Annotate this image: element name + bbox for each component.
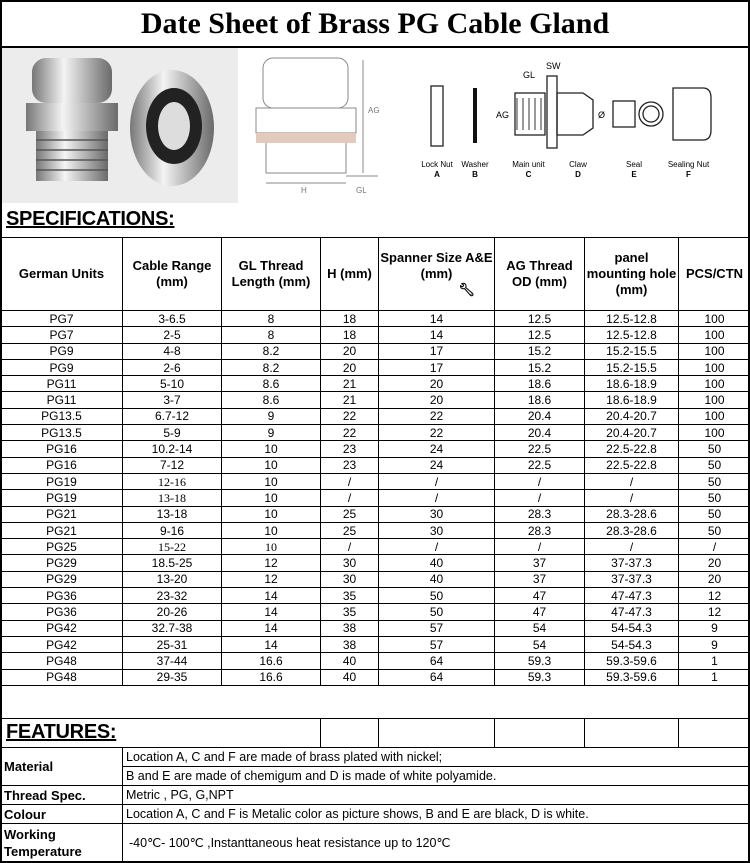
table-row: [1, 408, 750, 424]
blank-cell: [321, 719, 379, 748]
cell-cable-range: 25-31: [123, 636, 222, 652]
table-row: [1, 425, 750, 441]
cell-ag-thread: /: [495, 490, 585, 506]
cell-cable-range: 7-12: [123, 457, 222, 473]
cell-cable-range: 18.5-25: [123, 555, 222, 571]
cell-panel-hole: 12.5-12.8: [585, 327, 679, 343]
cell-spanner-size: /: [379, 539, 495, 555]
cell-gl-thread: 10: [222, 441, 321, 457]
cell-german-unit: PG48: [1, 653, 123, 669]
cell-ag-thread: 47: [495, 604, 585, 620]
cell-gl-thread: 8: [222, 327, 321, 343]
cell-panel-hole: /: [585, 490, 679, 506]
exploded-parts-diagram: [403, 48, 748, 206]
cell-ag-thread: 47: [495, 588, 585, 604]
cell-pcs-ctn: 100: [679, 311, 750, 327]
cell-german-unit: PG16: [1, 441, 123, 457]
gland-outline-icon: [238, 48, 403, 203]
cell-spanner-size: 14: [379, 311, 495, 327]
cell-cable-range: 29-35: [123, 669, 222, 685]
cell-pcs-ctn: 50: [679, 490, 750, 506]
part-letter: D: [575, 170, 581, 179]
part-f: [661, 160, 716, 180]
blank-cell: [379, 719, 495, 748]
ag-label: AG: [368, 106, 380, 115]
cell-german-unit: PG29: [1, 571, 123, 587]
cell-ag-thread: 20.4: [495, 408, 585, 424]
cell-spanner-size: 17: [379, 359, 495, 375]
ag-dim-label: AG: [496, 110, 510, 120]
cell-h: 30: [321, 571, 379, 587]
table-row: [1, 653, 750, 669]
cell-cable-range: 37-44: [123, 653, 222, 669]
cell-german-unit: PG16: [1, 457, 123, 473]
blank-cell: [495, 719, 585, 748]
cell-cable-range: 20-26: [123, 604, 222, 620]
diameter-label: Ø: [598, 110, 606, 120]
cell-german-unit: PG48: [1, 669, 123, 685]
table-row: [1, 636, 750, 652]
part-d: [558, 160, 598, 180]
cell-spanner-size: 24: [379, 457, 495, 473]
table-row: [1, 620, 750, 636]
cell-pcs-ctn: 9: [679, 636, 750, 652]
cell-ag-thread: 59.3: [495, 669, 585, 685]
cell-ag-thread: 22.5: [495, 441, 585, 457]
cell-gl-thread: 12: [222, 555, 321, 571]
part-letter: E: [631, 170, 637, 179]
cell-pcs-ctn: 20: [679, 571, 750, 587]
cell-panel-hole: 59.3-59.6: [585, 669, 679, 685]
cell-panel-hole: 54-54.3: [585, 620, 679, 636]
cell-spanner-size: 64: [379, 669, 495, 685]
cell-ag-thread: /: [495, 539, 585, 555]
table-row: [1, 490, 750, 506]
cell-pcs-ctn: 50: [679, 473, 750, 489]
cell-h: 23: [321, 441, 379, 457]
cell-spanner-size: 24: [379, 441, 495, 457]
cell-h: 38: [321, 636, 379, 652]
features-heading: FEATURES:: [6, 721, 117, 743]
cell-pcs-ctn: 100: [679, 359, 750, 375]
cell-panel-hole: 28.3-28.6: [585, 522, 679, 538]
cell-ag-thread: 22.5: [495, 457, 585, 473]
sw-dim-label: SW: [546, 61, 561, 71]
cell-spanner-size: 17: [379, 343, 495, 359]
thread-value: Metric , PG, G,NPT: [123, 786, 750, 805]
cell-cable-range: 13-20: [123, 571, 222, 587]
cell-gl-thread: 16.6: [222, 669, 321, 685]
cell-h: 25: [321, 506, 379, 522]
feature-row-temperature: [1, 824, 750, 862]
page-title: Date Sheet of Brass PG Cable Gland: [0, 0, 750, 48]
cell-gl-thread: 9: [222, 408, 321, 424]
cell-german-unit: PG7: [1, 311, 123, 327]
cell-panel-hole: 54-54.3: [585, 636, 679, 652]
cell-gl-thread: 14: [222, 620, 321, 636]
cell-cable-range: 13-18: [123, 506, 222, 522]
blank-cell: [679, 719, 750, 748]
cell-spanner-size: 22: [379, 425, 495, 441]
cell-german-unit: PG36: [1, 604, 123, 620]
table-row: [1, 539, 750, 555]
product-photo: [2, 48, 238, 203]
cell-german-unit: PG7: [1, 327, 123, 343]
colour-value: Location A, C and F is Metalic color as picture shows, B and E are black, D is white.: [123, 805, 750, 824]
part-e: [614, 160, 654, 180]
cell-spanner-size: 40: [379, 571, 495, 587]
cell-ag-thread: 15.2: [495, 359, 585, 375]
part-name: Claw: [569, 160, 587, 169]
cell-cable-range: 5-9: [123, 425, 222, 441]
cell-german-unit: PG36: [1, 588, 123, 604]
cell-panel-hole: 20.4-20.7: [585, 408, 679, 424]
cell-h: 18: [321, 311, 379, 327]
cell-h: 30: [321, 555, 379, 571]
temperature-label: Working Temperature: [1, 824, 123, 862]
cell-ag-thread: 37: [495, 555, 585, 571]
cell-panel-hole: 59.3-59.6: [585, 653, 679, 669]
part-b: [455, 160, 495, 180]
table-row: [1, 473, 750, 489]
cell-german-unit: PG21: [1, 506, 123, 522]
cell-ag-thread: 28.3: [495, 522, 585, 538]
table-row: [1, 522, 750, 538]
cell-spanner-size: 64: [379, 653, 495, 669]
cell-panel-hole: 22.5-22.8: [585, 441, 679, 457]
col-panel-hole: panel mounting hole (mm): [585, 238, 679, 311]
col-gl-thread: GL Thread Length (mm): [222, 238, 321, 311]
cell-cable-range: 2-6: [123, 359, 222, 375]
features-table: [0, 747, 750, 862]
cell-gl-thread: 14: [222, 588, 321, 604]
cell-spanner-size: 20: [379, 392, 495, 408]
cell-german-unit: PG29: [1, 555, 123, 571]
part-name: Lock Nut: [421, 160, 453, 169]
cell-german-unit: PG13.5: [1, 408, 123, 424]
col-german-units: German Units: [1, 238, 123, 311]
cell-pcs-ctn: 20: [679, 555, 750, 571]
part-name: Seal: [625, 160, 642, 169]
cell-pcs-ctn: 100: [679, 392, 750, 408]
cell-pcs-ctn: 100: [679, 343, 750, 359]
col-ag-thread: AG Thread OD (mm): [495, 238, 585, 311]
table-row: [1, 588, 750, 604]
cell-german-unit: PG21: [1, 522, 123, 538]
cell-gl-thread: 8.2: [222, 359, 321, 375]
part-name: Main unit: [512, 160, 545, 169]
cell-pcs-ctn: 50: [679, 457, 750, 473]
cell-gl-thread: 8: [222, 311, 321, 327]
cell-ag-thread: 12.5: [495, 327, 585, 343]
part-letter: B: [472, 170, 478, 179]
part-name: Washer: [461, 160, 489, 169]
cell-panel-hole: 22.5-22.8: [585, 457, 679, 473]
temperature-value: -40℃- 100℃ ,Instanttaneous heat resistance up to 120℃: [123, 824, 750, 862]
cell-pcs-ctn: 12: [679, 588, 750, 604]
cell-german-unit: PG11: [1, 376, 123, 392]
cell-ag-thread: 12.5: [495, 311, 585, 327]
col-cable-range: Cable Range (mm): [123, 238, 222, 311]
table-row: [1, 441, 750, 457]
cell-gl-thread: 14: [222, 604, 321, 620]
cell-panel-hole: 12.5-12.8: [585, 311, 679, 327]
table-header-row: [1, 238, 750, 311]
part-name: Sealing Nut: [667, 160, 710, 169]
gl-dim-label: GL: [523, 70, 536, 80]
cell-ag-thread: 37: [495, 571, 585, 587]
cell-gl-thread: 10: [222, 539, 321, 555]
cell-cable-range: 4-8: [123, 343, 222, 359]
part-letter: F: [686, 170, 691, 179]
thread-label: Thread Spec.: [1, 786, 123, 805]
cell-panel-hole: 47-47.3: [585, 588, 679, 604]
cell-pcs-ctn: 1: [679, 653, 750, 669]
cell-cable-range: 12-16: [123, 473, 222, 489]
part-a: [417, 160, 457, 180]
cell-spanner-size: /: [379, 490, 495, 506]
part-c: [506, 160, 551, 180]
cell-cable-range: 5-10: [123, 376, 222, 392]
cell-pcs-ctn: 100: [679, 376, 750, 392]
table-row: [1, 392, 750, 408]
col-spanner-size: [379, 238, 495, 311]
cell-spanner-size: 14: [379, 327, 495, 343]
cell-panel-hole: 15.2-15.5: [585, 343, 679, 359]
cell-german-unit: PG19: [1, 490, 123, 506]
table-row: [1, 376, 750, 392]
cell-ag-thread: 54: [495, 620, 585, 636]
table-row: [1, 457, 750, 473]
cell-panel-hole: 18.6-18.9: [585, 376, 679, 392]
cell-pcs-ctn: 100: [679, 327, 750, 343]
cell-panel-hole: /: [585, 539, 679, 555]
cell-ag-thread: 15.2: [495, 343, 585, 359]
cell-panel-hole: 20.4-20.7: [585, 425, 679, 441]
cell-gl-thread: 10: [222, 457, 321, 473]
table-row: [1, 343, 750, 359]
spanner-icon: 🔧︎: [458, 282, 475, 297]
cell-h: /: [321, 473, 379, 489]
cell-gl-thread: 10: [222, 522, 321, 538]
cell-pcs-ctn: 100: [679, 408, 750, 424]
cell-pcs-ctn: 50: [679, 522, 750, 538]
cell-ag-thread: 54: [495, 636, 585, 652]
cell-panel-hole: 37-37.3: [585, 571, 679, 587]
cell-pcs-ctn: 12: [679, 604, 750, 620]
table-row: [1, 506, 750, 522]
cell-gl-thread: 8.6: [222, 376, 321, 392]
feature-row-colour: [1, 805, 750, 824]
material-value-2: B and E are made of chemigum and D is made of white polyamide.: [123, 767, 750, 786]
cell-german-unit: PG25: [1, 539, 123, 555]
cell-spanner-size: 30: [379, 506, 495, 522]
table-row: [1, 604, 750, 620]
cell-panel-hole: 28.3-28.6: [585, 506, 679, 522]
cell-spanner-size: 57: [379, 636, 495, 652]
cell-gl-thread: 16.6: [222, 653, 321, 669]
cell-german-unit: PG42: [1, 636, 123, 652]
cell-german-unit: PG11: [1, 392, 123, 408]
cell-panel-hole: 47-47.3: [585, 604, 679, 620]
table-row: [1, 327, 750, 343]
cell-ag-thread: 18.6: [495, 392, 585, 408]
table-row: [1, 311, 750, 327]
cell-german-unit: PG19: [1, 473, 123, 489]
spanner-label: Spanner Size A&E (mm): [380, 250, 493, 281]
col-pcs-ctn: PCS/CTN: [679, 238, 750, 311]
cell-spanner-size: 22: [379, 408, 495, 424]
colour-label: Colour: [1, 805, 123, 824]
cell-ag-thread: 18.6: [495, 376, 585, 392]
cell-pcs-ctn: /: [679, 539, 750, 555]
cable-gland-photo-icon: [2, 48, 238, 203]
cell-h: 40: [321, 653, 379, 669]
specifications-table: [0, 237, 750, 686]
cell-cable-range: 2-5: [123, 327, 222, 343]
cell-h: 20: [321, 359, 379, 375]
table-row: [1, 669, 750, 685]
cell-cable-range: 23-32: [123, 588, 222, 604]
cell-german-unit: PG42: [1, 620, 123, 636]
cell-gl-thread: 12: [222, 571, 321, 587]
cell-gl-thread: 14: [222, 636, 321, 652]
cell-h: 22: [321, 425, 379, 441]
part-letter: C: [525, 170, 532, 179]
cell-cable-range: 3-7: [123, 392, 222, 408]
cell-h: 23: [321, 457, 379, 473]
cell-h: 18: [321, 327, 379, 343]
cell-cable-range: 3-6.5: [123, 311, 222, 327]
h-label: H: [301, 186, 307, 195]
cell-german-unit: PG13.5: [1, 425, 123, 441]
cell-cable-range: 10.2-14: [123, 441, 222, 457]
table-row: [1, 555, 750, 571]
col-h: H (mm): [321, 238, 379, 311]
cell-h: 40: [321, 669, 379, 685]
cell-panel-hole: 15.2-15.5: [585, 359, 679, 375]
cell-cable-range: 15-22: [123, 539, 222, 555]
table-row: [1, 359, 750, 375]
cell-h: 25: [321, 522, 379, 538]
specifications-heading: SPECIFICATIONS:: [6, 208, 175, 230]
blank-cell: [585, 719, 679, 748]
product-images: [2, 48, 748, 206]
feature-row-material: [1, 748, 750, 767]
cell-h: 35: [321, 588, 379, 604]
cell-spanner-size: 30: [379, 522, 495, 538]
cell-h: 20: [321, 343, 379, 359]
cell-ag-thread: /: [495, 473, 585, 489]
cell-h: /: [321, 490, 379, 506]
cell-cable-range: 6.7-12: [123, 408, 222, 424]
feature-row-thread: [1, 786, 750, 805]
gl-label: GL: [356, 186, 367, 195]
table-row: [1, 571, 750, 587]
cell-h: 22: [321, 408, 379, 424]
cell-panel-hole: /: [585, 473, 679, 489]
material-value-1: Location A, C and F are made of brass plated with nickel;: [123, 748, 750, 767]
cell-spanner-size: 50: [379, 604, 495, 620]
cell-ag-thread: 20.4: [495, 425, 585, 441]
cell-ag-thread: 59.3: [495, 653, 585, 669]
cell-gl-thread: 8.2: [222, 343, 321, 359]
cell-pcs-ctn: 50: [679, 506, 750, 522]
cell-h: /: [321, 539, 379, 555]
cell-cable-range: 32.7-38: [123, 620, 222, 636]
cell-pcs-ctn: 9: [679, 620, 750, 636]
cell-gl-thread: 10: [222, 490, 321, 506]
cell-spanner-size: 40: [379, 555, 495, 571]
cell-pcs-ctn: 100: [679, 425, 750, 441]
cell-gl-thread: 8.6: [222, 392, 321, 408]
cell-pcs-ctn: 1: [679, 669, 750, 685]
cell-panel-hole: 37-37.3: [585, 555, 679, 571]
cell-spanner-size: /: [379, 473, 495, 489]
part-letter: A: [434, 170, 440, 179]
cell-spanner-size: 50: [379, 588, 495, 604]
cell-pcs-ctn: 50: [679, 441, 750, 457]
cell-gl-thread: 9: [222, 425, 321, 441]
cell-gl-thread: 10: [222, 473, 321, 489]
cell-h: 21: [321, 392, 379, 408]
cell-h: 38: [321, 620, 379, 636]
cell-spanner-size: 57: [379, 620, 495, 636]
cell-panel-hole: 18.6-18.9: [585, 392, 679, 408]
cell-german-unit: PG9: [1, 359, 123, 375]
cell-german-unit: PG9: [1, 343, 123, 359]
cell-cable-range: 13-18: [123, 490, 222, 506]
cell-cable-range: 9-16: [123, 522, 222, 538]
dimension-drawing: [238, 48, 403, 203]
cell-h: 35: [321, 604, 379, 620]
cell-spanner-size: 20: [379, 376, 495, 392]
material-label: Material: [1, 748, 123, 786]
cell-ag-thread: 28.3: [495, 506, 585, 522]
cell-h: 21: [321, 376, 379, 392]
cell-gl-thread: 10: [222, 506, 321, 522]
